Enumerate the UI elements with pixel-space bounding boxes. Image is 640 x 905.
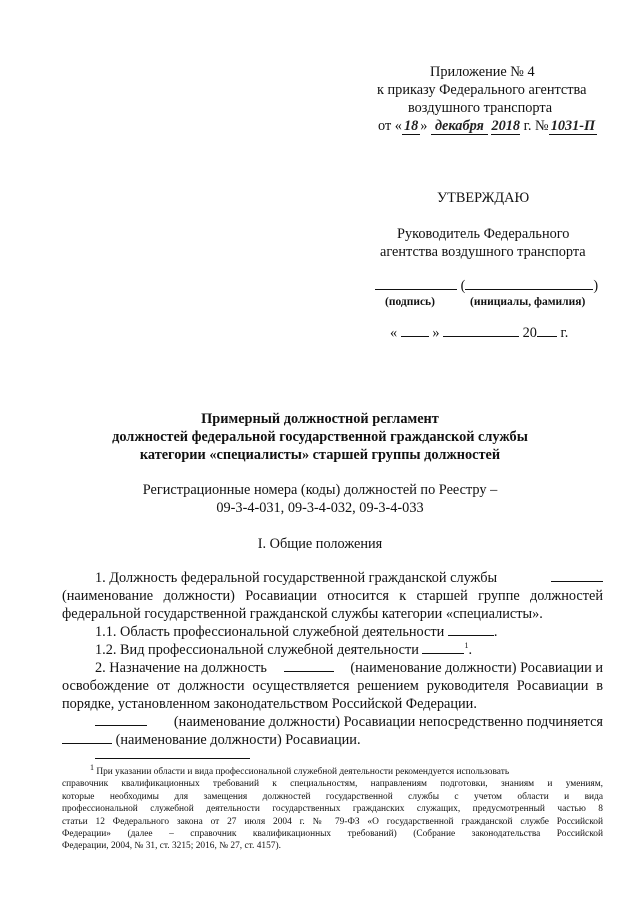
- para-2-line-2: освобождение от должности осуществляется решением руководителя Росавиации в: [62, 678, 603, 694]
- approval-position-1: Руководитель Федерального: [397, 226, 570, 242]
- footnote-separator: [95, 758, 250, 759]
- footnote-line-1: [62, 762, 603, 778]
- para-3-text: (наименование должности) Росавиации непосредственно подчиняется: [173, 714, 603, 730]
- date-close-quote: »: [432, 325, 440, 341]
- registry-line-1: Регистрационные номера (коды) должностей по Реестру –: [142, 482, 498, 498]
- footnote-line-4: профессиональной служебной деятельности государственных гражданских служащих, предусмотренный частью 8: [62, 804, 603, 815]
- date-prefix: от «: [378, 118, 402, 134]
- para-2-line-3: порядке, установленном законодательством Российской Федерации.: [62, 696, 477, 712]
- signature-line: [375, 277, 598, 295]
- para-3-text-2: (наименование должности) Росавиации.: [115, 732, 361, 748]
- footnote-text-1: При указании области и вида профессиональной служебной деятельности рекомендуется использовать: [96, 767, 510, 777]
- para-3-line-2: [62, 731, 361, 749]
- name-blank: [465, 277, 593, 290]
- para-1-2-text: 1.2. Вид профессиональной служебной деятельности: [95, 642, 419, 658]
- date-mid: »: [420, 118, 428, 134]
- signature-label: (подпись): [385, 296, 435, 308]
- appendix-number: Приложение № 4: [430, 64, 535, 80]
- appendix-order-ref: к приказу Федерального агентства: [377, 82, 587, 98]
- para-1-line-2: (наименование должности) Росавиации относится к старшей группе должностей: [62, 588, 603, 604]
- date-year-suffix: г.: [560, 325, 569, 341]
- para-1-2: 1.2. Вид профессиональной служебной деятельности $^1$.: [95, 641, 473, 658]
- year-suffix: г. №: [523, 118, 549, 134]
- approval-position-2: агентства воздушного транспорта: [380, 244, 586, 260]
- handwritten-day: 18: [403, 118, 419, 134]
- para-3-line-1: [95, 713, 603, 731]
- doc-title-line-3: категории «специалисты» старшей группы должностей: [139, 447, 501, 463]
- area-blank: [448, 623, 494, 636]
- footnote-line-6: Федерации» (далее – справочник квалификационных требований) (Собрание законодательства Российской: [62, 829, 603, 840]
- sig-open-paren: (: [460, 278, 466, 294]
- para-2-text-a: 2. Назначение на должность: [95, 660, 267, 676]
- para-1-line-1: [95, 569, 603, 587]
- footnote-line-7: Федерации, 2004, № 31, ст. 3215; 2016, № 27, ст. 4157).: [62, 841, 281, 852]
- footnote: [62, 762, 603, 853]
- doc-title-line-1: Примерный должностной регламент: [201, 411, 439, 427]
- section-heading: I. Общие положения: [257, 536, 383, 552]
- signature-blank: [375, 277, 457, 290]
- para-1-text: 1. Должность федеральной государственной гражданской службы: [95, 570, 498, 586]
- para-1-1: 1.1. Область профессиональной служебной деятельности .: [95, 624, 498, 640]
- name-label: (инициалы, фамилия): [470, 296, 586, 308]
- position-blank-3: [95, 713, 147, 726]
- footnote-line-2: справочник квалификационных требований к специальностям, направлениям подготовки, знаниям и умениям,: [62, 779, 603, 790]
- footnote-line-5: статьи 12 Федерального закона от 27 июля 2004 г. № 79-ФЗ «О государственной гражданской службе Российской: [62, 816, 603, 827]
- sig-close-paren: ): [593, 278, 599, 294]
- registry-codes: 09-3-4-031, 09-3-4-032, 09-3-4-033: [216, 500, 424, 516]
- month-blank: [443, 324, 519, 337]
- para-1-line-3: федеральной государственной гражданской службы категории «специалисты».: [62, 606, 543, 622]
- doc-title-line-2: должностей федеральной государственной гражданской службы: [112, 429, 528, 445]
- position-blank-4: [62, 731, 112, 744]
- position-blank-1: [551, 569, 603, 582]
- year-blank: [537, 324, 557, 337]
- para-1-1-text: 1.1. Область профессиональной служебной деятельности: [95, 624, 445, 640]
- day-blank: [401, 324, 429, 337]
- date-open-quote: «: [390, 325, 398, 341]
- footnote-mark: 1: [90, 762, 94, 772]
- handwritten-year: 2018: [491, 118, 521, 134]
- appendix-date-line: [378, 117, 597, 135]
- position-blank-2: [284, 659, 334, 672]
- approval-date-line: [390, 324, 568, 342]
- handwritten-month: декабря: [431, 118, 488, 135]
- para-2-text-b: (наименование должности) Росавиации и: [350, 660, 603, 676]
- approval-title: УТВЕРЖДАЮ: [437, 190, 530, 206]
- handwritten-order-number: 1031-П: [550, 118, 596, 134]
- appendix-agency: воздушного транспорта: [408, 100, 553, 116]
- footnote-line-3: которые необходимы для замещения должностей государственной службы с учетом области и вида: [62, 791, 603, 802]
- para-2-line-1: [95, 659, 603, 677]
- date-year-prefix: 20: [522, 325, 537, 341]
- kind-blank: [422, 641, 464, 654]
- footnote-ref: 1: [464, 641, 469, 651]
